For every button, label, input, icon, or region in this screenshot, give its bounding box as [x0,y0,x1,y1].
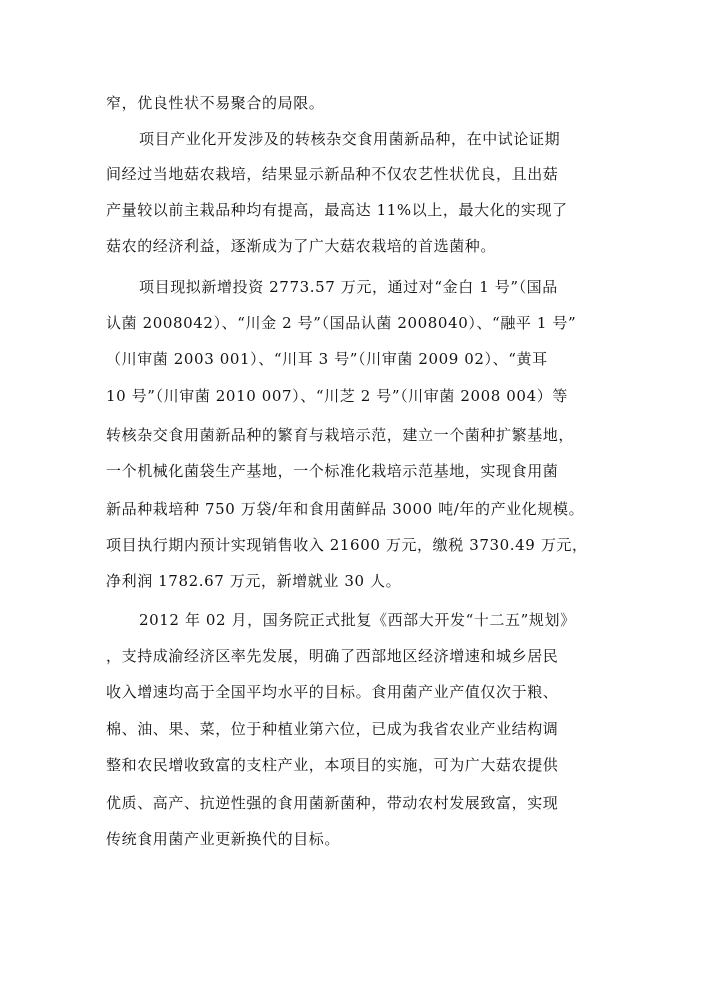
paragraph-start-line: 项目产业化开发涉及的转核杂交食用菌新品种，在中试论证期 [139,130,561,148]
text-line: 项目执行期内预计实现销售收入 21600 万元，缴税 3730.49 万元， [106,536,588,554]
text-line: 窄，优良性状不易聚合的局限。 [106,94,325,112]
text-line: 一个机械化菌袋生产基地，一个标准化栽培示范基地，实现食用菌 [106,462,559,480]
text-line: 10 号”（川审菌 2010 007）、“川芝 2 号”（川审菌 2008 004）等 [106,387,568,405]
text-line: 收入增速均高于全国平均水平的目标。食用菌产业产值仅次于粮、 [106,683,559,701]
text-line: 棉、油、果、菜，位于种植业第六位，已成为我省农业产业结构调 [106,720,559,738]
text-line: 传统食用菌产业更新换代的目标。 [106,830,341,848]
text-line: ，支持成渝经济区率先发展，明确了西部地区经济增速和城乡居民 [106,647,559,665]
text-line: 整和农民增收致富的支柱产业，本项目的实施，可为广大菇农提供 [106,756,559,774]
paragraph-start-line: 2012 年 02 月，国务院正式批复《西部大开发“十二五”规划》 [139,611,576,629]
text-line: 认菌 2008042）、“川金 2 号”（国品认菌 2008040）、“融平 1 号” [106,314,577,332]
text-line: 产量较以前主栽品种均有提高，最高达 11%以上，最大化的实现了 [106,201,568,219]
text-line: 优质、高产、抗逆性强的食用菌新菌种，带动农村发展致富，实现 [106,794,559,812]
text-line: 菇农的经济利益，逐渐成为了广大菇农栽培的首选菌种。 [106,237,497,255]
paragraph-start-line: 项目现拟新增投资 2773.57 万元，通过对“金白 1 号”（国品 [139,278,558,296]
text-line: 间经过当地菇农栽培，结果显示新品种不仅农艺性状优良，且出菇 [106,165,559,183]
text-line: 转核杂交食用菌新品种的繁育与栽培示范，建立一个菌种扩繁基地， [106,426,575,444]
text-line: （川审菌 2003 001）、“川耳 3 号”（川审菌 2009 02）、“黄耳 [106,350,548,368]
text-line: 净利润 1782.67 万元，新增就业 30 人。 [106,572,402,590]
text-line: 新品种栽培种 750 万袋/年和食用菌鲜品 3000 吨/年的产业化规模。 [106,500,585,518]
